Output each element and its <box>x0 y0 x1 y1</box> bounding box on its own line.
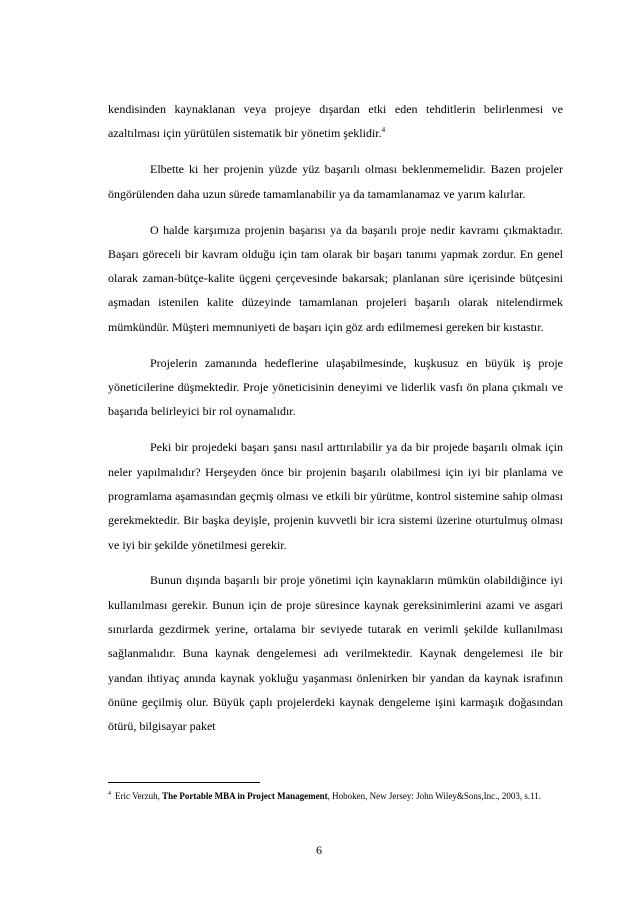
footnote-separator <box>108 782 260 783</box>
paragraph-6: Bunun dışında başarılı bir proje yönetimi için kaynakların mümkün olabildiğince iyi kullanılması gerekir. Bunun için de proje süresince kaynak gereksinimlerini azami ve asgari sınırlarda gezdirmek yerine, ortalama bir seviyede tutarak en verimli şekilde kullanılması sağlanmalıdır. Buna kaynak dengelemesi adı verilmektedir. Kaynak dengelemesi ile bir yandan ihtiyaç anında kaynak yokluğu yaşanması önlenirken bir yandan da kaynak israfının önüne geçilmiş olur. Büyük çaplı projelerdeki kaynak dengeleme işini karmaşık doğasından ötürü, bilgisayar paket <box>108 573 563 734</box>
footnote-author: Eric Verzuh, <box>115 791 160 801</box>
paragraph-1-text: kendisinden kaynaklanan veya projeye dışardan etki eden tehditlerin belirlenmesi ve azaltılması için yürütülen sistematik bir yönetim şeklidir. <box>108 102 563 141</box>
footnote <box>108 788 563 805</box>
paragraph-4: Projelerin zamanında hedeflerine ulaşabilmesinde, kuşkusuz en büyük iş proje yöneticilerine düşmektedir. Proje yöneticisinin deneyimi ve liderlik vasfı ön plana çıkmalı ve başarıda belirleyici bir rol oynamalıdır. <box>108 355 563 419</box>
footnote-title: The Portable MBA in Project Management <box>162 791 328 801</box>
page-number: 6 <box>316 843 322 857</box>
paragraph-2: Elbette ki her projenin yüzde yüz başarılı olması beklenmemelidir. Bazen projeler öngörülenden daha uzun sürede tamamlanabilir ya da tamamlanamaz ve yarım kalırlar. <box>108 162 563 201</box>
body-text <box>108 97 563 750</box>
paragraph-3: O halde karşımıza projenin başarısı ya da başarılı proje nedir kavramı çıkmaktadır. Başarı göreceli bir kavram olduğu için tam olarak bir başarı tanımı yapmak zordur. En genel olarak zaman-bütçe-kalite üçgeni çerçevesinde bakarsak; planlanan süre içerisinde bütçesini aşmadan istenilen kalite düzeyinde tamamlanan projeleri başarılı olarak nitelendirmek mümkündür. Müşteri memnuniyeti de başarı için göz ardı edilmemesi gereken bir kıstastır. <box>108 222 563 334</box>
paragraph-5: Peki bir projedeki başarı şansı nasıl arttırılabilir ya da bir projede başarılı olmak için neler yapılmalıdır? Herşeyden önce bir projenin başarılı olabilmesi için iyi bir planlama ve programlama aşamasından geçmiş olması ve etkili bir yürütme, kontrol sistemine sahip olması gerekmektedir. Bir başka deyişle, projenin kuvvetli bir icra sistemi üzerine oturtulmuş olması ve iyi bir şekilde yönetilmesi gerekir. <box>108 440 563 552</box>
paragraph-1 <box>108 97 563 146</box>
footnote-details: , Hoboken, New Jersey: John Wiley&Sons,Inc., 2003, s.11. <box>327 791 542 801</box>
footnote-reference[interactable]: 4 <box>381 126 386 135</box>
footnote-number: 4 <box>108 791 111 797</box>
